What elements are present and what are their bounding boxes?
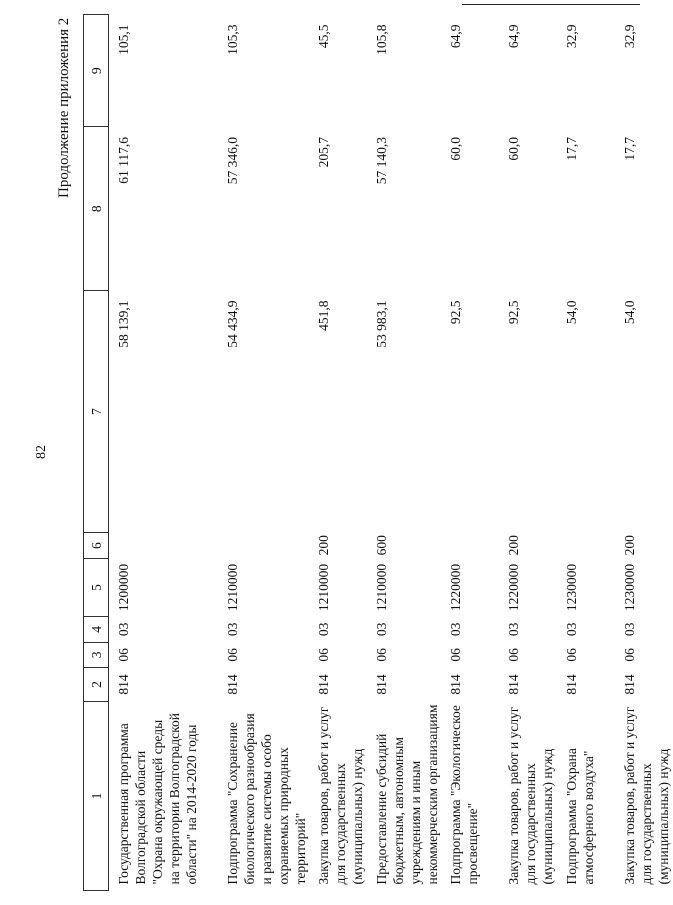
row-c8: 205,7 <box>316 137 331 168</box>
row-c9: 64,9 <box>506 24 521 49</box>
row-c6 <box>557 533 615 559</box>
table-row <box>441 15 499 891</box>
row-c3: 06 <box>622 648 637 662</box>
row-c9: 32,9 <box>564 24 579 49</box>
col-header-4: 4 <box>84 617 109 643</box>
row-c9: 105,3 <box>225 24 240 55</box>
col-header-9: 9 <box>84 15 109 128</box>
row-c7: 54 434,9 <box>225 300 240 348</box>
row-c3: 06 <box>506 648 521 662</box>
table-row <box>367 15 441 891</box>
row-c6: 200 <box>506 535 521 556</box>
row-c4: 03 <box>316 622 331 637</box>
row-name: Закупка товаров, работ и услуг для государственных (муниципальных) нужд <box>506 706 555 885</box>
row-name: Подпрограмма "Сохранение биологического разнообразия и развитие системы особо охраняемых природных территорий" <box>225 713 308 885</box>
row-c3: 06 <box>374 648 389 662</box>
row-c6 <box>109 533 219 559</box>
table-row <box>499 15 557 891</box>
row-c3: 06 <box>564 648 579 662</box>
col-header-2: 2 <box>84 668 109 702</box>
row-c8: 57 346,0 <box>225 137 240 185</box>
row-c6: 600 <box>374 535 389 556</box>
col-header-1: 1 <box>84 701 109 890</box>
row-c7: 54,0 <box>622 300 637 325</box>
row-c2: 814 <box>622 674 637 695</box>
row-c5: 1230000 <box>564 563 579 612</box>
row-c5: 1230000 <box>622 563 637 612</box>
row-c2: 814 <box>564 674 579 695</box>
row-c5: 1220000 <box>506 563 521 612</box>
row-c4: 03 <box>564 622 579 637</box>
row-c9: 45,5 <box>316 24 331 49</box>
row-name: Подпрограмма "Охрана атмосферного воздуха" <box>564 748 596 885</box>
row-name: Закупка товаров, работ и услуг для государственных (муниципальных) нужд <box>622 706 671 885</box>
table-row <box>109 15 219 891</box>
row-c6 <box>441 533 499 559</box>
row-c9: 105,1 <box>116 24 131 55</box>
row-c4: 03 <box>506 622 521 637</box>
row-c3: 06 <box>448 648 463 662</box>
row-c7: 58 139,1 <box>116 300 131 348</box>
table-row <box>615 15 673 891</box>
row-c7: 451,8 <box>316 300 331 331</box>
row-c6: 200 <box>316 535 331 556</box>
row-c8: 61 117,6 <box>116 137 131 184</box>
row-name: Предоставление субсидий бюджетным, автономным учреждениям и иным некоммерческим организациям <box>374 704 440 885</box>
row-c6 <box>218 533 309 559</box>
row-c7: 53 983,1 <box>374 300 389 348</box>
row-c2: 814 <box>316 674 331 695</box>
row-c8: 17,7 <box>564 137 579 161</box>
row-c4: 03 <box>225 622 240 637</box>
col-header-3: 3 <box>84 642 109 668</box>
row-c7: 54,0 <box>564 300 579 325</box>
row-c5: 1210000 <box>316 563 331 612</box>
row-c9: 64,9 <box>448 24 463 49</box>
row-c2: 814 <box>225 674 240 695</box>
row-c8: 57 140,3 <box>374 137 389 185</box>
row-c8: 60,0 <box>448 137 463 161</box>
table-row <box>218 15 309 891</box>
table-row <box>309 15 367 891</box>
col-header-6: 6 <box>84 533 109 559</box>
row-c5: 1220000 <box>448 563 463 612</box>
page-number: 82 <box>34 445 49 459</box>
col-header-5: 5 <box>84 558 109 616</box>
row-c2: 814 <box>374 674 389 695</box>
row-c5: 1210000 <box>225 563 240 612</box>
row-c3: 06 <box>316 648 331 662</box>
row-name: Государственная программа Волгоградской области "Охрана окружающей среды на территории Волгоградской области" на 2014-2020 годы <box>116 712 199 885</box>
row-c5: 1210000 <box>374 563 389 612</box>
row-c7: 92,5 <box>506 300 521 325</box>
row-c2: 814 <box>116 674 131 695</box>
row-c4: 03 <box>374 622 389 637</box>
row-c4: 03 <box>448 622 463 637</box>
row-c2: 814 <box>448 674 463 695</box>
row-c5: 1200000 <box>116 563 131 612</box>
row-c3: 06 <box>116 648 131 662</box>
row-c6: 200 <box>622 535 637 556</box>
row-c9: 105,8 <box>374 24 389 55</box>
row-c8: 17,7 <box>622 137 637 161</box>
row-c7: 92,5 <box>448 300 463 325</box>
row-c3: 06 <box>225 648 240 662</box>
header-row <box>84 15 109 891</box>
budget-table <box>83 14 673 891</box>
row-name: Закупка товаров, работ и услуг для государственных (муниципальных) нужд <box>316 706 365 885</box>
row-c8: 60,0 <box>506 137 521 161</box>
col-header-8: 8 <box>84 127 109 291</box>
continuation-heading: Продолжение приложения 2 <box>56 17 72 198</box>
row-c2: 814 <box>506 674 521 695</box>
table-row <box>557 15 615 891</box>
row-c9: 32,9 <box>622 24 637 49</box>
row-c4: 03 <box>116 622 131 637</box>
row-c4: 03 <box>622 622 637 637</box>
col-header-7: 7 <box>84 291 109 533</box>
row-name: Подпрограмма "Экологическое просвещение" <box>448 705 480 885</box>
